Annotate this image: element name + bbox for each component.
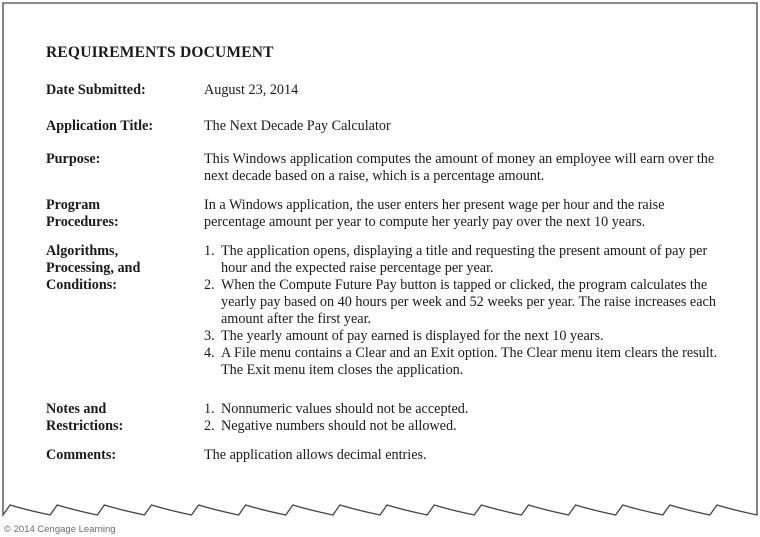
- notes-label: [46, 401, 196, 435]
- notes-list-container: [204, 401, 726, 435]
- list-item-number: 4.: [204, 345, 215, 361]
- requirements-document: [46, 44, 726, 467]
- purpose-label: Purpose:: [46, 151, 101, 167]
- program-procedures-label: [46, 197, 196, 231]
- application-title-label: Application Title:: [46, 118, 154, 134]
- comments-label: Comments:: [46, 447, 117, 463]
- notes-label-line2: Restrictions:: [46, 418, 124, 434]
- notes-label-line1: Notes and: [46, 401, 107, 417]
- algorithms-label-line2: Processing, and: [46, 260, 141, 276]
- list-item-text: Nonnumeric values should not be accepted.: [221, 401, 469, 417]
- copyright-notice: © 2014 Cengage Learning: [4, 524, 116, 535]
- list-item-text: A File menu contains a Clear and an Exit option. The Clear menu item clears the result. The Exit menu item closes the application.: [221, 345, 718, 378]
- application-title-value: The Next Decade Pay Calculator: [204, 118, 391, 134]
- purpose-value: This Windows application computes the amount of money an employee will earn over the next decade based on a raise, which is a percentage amount.: [204, 151, 715, 184]
- program-procedures-value: In a Windows application, the user enters her present wage per hour and the raise percentage amount per year to compute her yearly pay over the next 10 years.: [204, 197, 665, 230]
- algorithms-list: [204, 243, 726, 379]
- date-submitted-row: [46, 82, 726, 118]
- list-item-text: The yearly amount of pay earned is displayed for the next 10 years.: [221, 328, 604, 344]
- program-procedures-label-line1: Program: [46, 197, 101, 213]
- notes-row: [46, 401, 726, 447]
- list-item: [204, 243, 726, 277]
- algorithms-label-line3: Conditions:: [46, 277, 117, 293]
- date-submitted-label: Date Submitted:: [46, 82, 146, 98]
- comments-value: The application allows decimal entries.: [204, 447, 427, 463]
- program-procedures-row: [46, 197, 726, 243]
- algorithms-list-container: [204, 243, 726, 379]
- algorithms-row: [46, 243, 726, 401]
- list-item-number: 2.: [204, 418, 215, 434]
- algorithms-label-line1: Algorithms,: [46, 243, 119, 259]
- list-item-text: The application opens, displaying a title and requesting the present amount of pay per hour and the expected raise percentage per year.: [221, 243, 708, 276]
- list-item: [204, 345, 726, 379]
- list-item-number: 1.: [204, 401, 215, 417]
- list-item: [204, 277, 726, 328]
- list-item: [204, 418, 726, 435]
- list-item-number: 3.: [204, 328, 215, 344]
- list-item-number: 2.: [204, 277, 215, 293]
- document-title: REQUIREMENTS DOCUMENT: [46, 44, 274, 61]
- purpose-row: [46, 151, 726, 197]
- comments-row: [46, 447, 726, 467]
- list-item-number: 1.: [204, 243, 215, 259]
- list-item-text: When the Compute Future Pay button is tapped or clicked, the program calculates the yearly pay based on 40 hours per week and 52 weeks per year. The raise increases each amount after the first year.: [221, 277, 716, 327]
- notes-list: [204, 401, 726, 435]
- date-submitted-value: August 23, 2014: [204, 82, 299, 98]
- list-item-text: Negative numbers should not be allowed.: [221, 418, 457, 434]
- list-item: [204, 328, 726, 345]
- algorithms-label: [46, 243, 196, 294]
- list-item: [204, 401, 726, 418]
- application-title-row: [46, 118, 726, 151]
- program-procedures-label-line2: Procedures:: [46, 214, 119, 230]
